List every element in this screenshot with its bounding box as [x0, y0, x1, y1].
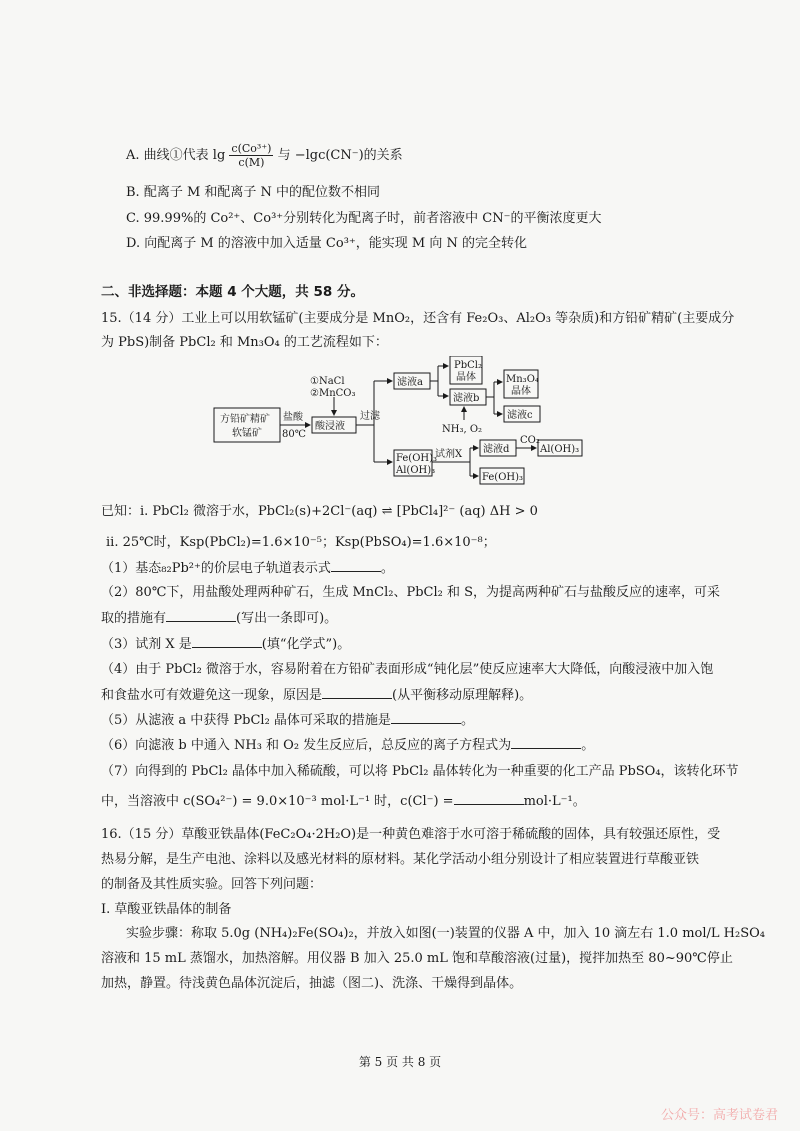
q16-steps-line1: 实验步骤：称取 5.0g (NH₄)₂Fe(SO₄)₂，并放入如图(一)装置的仪器 A 中，加入 10 滴左右 1.0 mol/L H₂SO₄: [126, 926, 765, 941]
label-pbcl2-1: PbCl₂: [454, 360, 482, 371]
section-heading: 二、非选择题：本题 4 个大题，共 58 分。: [101, 284, 364, 300]
q15-part4-line1: （4）由于 PbCl₂ 微溶于水，容易附着在方铅矿表面形成“钝化层”使反应速率大大降低，向酸浸液中加入饱: [101, 662, 714, 677]
answer-blank[interactable]: [322, 686, 392, 699]
q15-intro-line1: 15.（14 分）工业上可以用软锰矿(主要成分是 MnO₂，还含有 Fe₂O₃、Al₂O₃ 等杂质)和方铅矿精矿(主要成分: [101, 311, 735, 326]
label-filtrate-b: 滤液b: [453, 393, 480, 404]
answer-blank[interactable]: [511, 736, 581, 749]
label-add-mnco3: ②MnCO₃: [310, 388, 356, 399]
label-leach: 酸浸液: [315, 421, 345, 432]
option-a-fraction: [229, 142, 273, 169]
process-flowchart: [210, 356, 770, 488]
q16-intro-line2: 热易分解，是生产电池、涂料以及感光材料的原材料。某化学活动小组分别设计了相应装置进行草酸亚铁: [101, 852, 700, 867]
q15-part5: （5）从滤液 a 中获得 PbCl₂ 晶体可采取的措施是 。: [101, 713, 474, 728]
q15-part6: （6）向滤液 b 中通入 NH₃ 和 O₂ 发生反应后，总反应的离子方程式为 。: [101, 738, 595, 753]
page-footer: 第 5 页 共 8 页: [358, 1055, 442, 1069]
q16-intro-line3: 的制备及其性质实验。回答下列问题：: [101, 877, 323, 892]
label-mn3o4-1: Mn₃O₄: [506, 374, 539, 385]
q16-steps-line3: 加热，静置。待浅黄色晶体沉淀后，抽滤（图二)、洗涤、干燥得到晶体。: [101, 976, 523, 991]
label-aloh3: Al(OH)₃: [540, 444, 580, 455]
label-raw-ore-2: 软锰矿: [232, 428, 262, 439]
option-a-numerator: c(Co³⁺): [231, 142, 272, 155]
answer-blank[interactable]: [391, 711, 461, 724]
answer-blank[interactable]: [192, 635, 262, 648]
label-filtrate-a: 滤液a: [397, 377, 423, 388]
answer-blank[interactable]: [331, 559, 381, 572]
q15-intro-line2: 为 PbS)制备 PbCl₂ 和 Mn₃O₄ 的工艺流程如下：: [101, 335, 388, 350]
known-ii: ii. 25℃时，Ksp(PbCl₂)=1.6×10⁻⁵；Ksp(PbSO₄)=1.6×10⁻⁸；: [106, 535, 496, 550]
option-a-lg: lg: [212, 148, 226, 163]
q15-part1: （1）基态₈₂Pb²⁺的价层电子轨道表示式 。: [101, 561, 394, 576]
q16-intro-line1: 16.（15 分）草酸亚铁晶体(FeC₂O₄·2H₂O)是一种黄色难溶于水可溶于稀硫酸的固体，具有较强还原性，受: [101, 827, 721, 842]
q16-part1-heading: I. 草酸亚铁晶体的制备: [101, 902, 232, 917]
option-a-denominator: c(M): [238, 156, 265, 169]
label-filtrate-c: 滤液c: [507, 410, 533, 421]
label-precip-fe: Fe(OH)₃: [396, 453, 438, 464]
label-precip-al: Al(OH)₃: [396, 465, 436, 476]
option-c: C. 99.99%的 Co²⁺、Co³⁺分别转化为配离子时，前者溶液中 CN⁻的平衡浓度更大: [126, 211, 602, 226]
label-filter: 过滤: [360, 411, 380, 422]
watermark: 公众号：高考试卷君: [660, 1108, 778, 1123]
label-add-nacl: ①NaCl: [310, 376, 345, 387]
label-reagent-x: 试剂X: [435, 449, 463, 460]
label-co2: CO₂: [520, 435, 540, 446]
option-d: D. 向配离子 M 的溶液中加入适量 Co³⁺，能实现 M 向 N 的完全转化: [126, 236, 527, 251]
q15-part4-line2: 和食盐水可有效避免这一现象，原因是 (从平衡移动原理解释)。: [101, 688, 533, 703]
q15-part3: （3）试剂 X 是 (填“化学式”)。: [101, 637, 351, 652]
label-acid: 盐酸: [283, 412, 303, 423]
label-temp: 80℃: [282, 429, 306, 440]
label-filtrate-d: 滤液d: [483, 444, 510, 455]
label-raw-ore-1: 方铅矿精矿: [220, 414, 270, 425]
answer-blank[interactable]: [454, 792, 524, 805]
option-a: [126, 142, 403, 169]
q15-part2-line1: （2）80℃下，用盐酸处理两种矿石，生成 MnCl₂、PbCl₂ 和 S，为提高两种矿石与盐酸反应的速率，可采: [101, 585, 721, 600]
option-a-mid: 与 −lgc(CN⁻)的关系: [277, 148, 403, 163]
q16-steps-line2: 溶液和 15 mL 蒸馏水，加热溶解。用仪器 B 加入 25.0 mL 饱和草酸溶液(过量)，搅拌加热至 80~90℃停止: [101, 951, 733, 966]
q15-part7-line2: 中，当溶液中 c(SO₄²⁻) = 9.0×10⁻³ mol·L⁻¹ 时，c(Cl⁻) = mol·L⁻¹。: [101, 794, 586, 809]
label-mn3o4-2: 晶体: [511, 386, 531, 397]
label-pbcl2-2: 晶体: [456, 372, 476, 383]
option-b: B. 配离子 M 和配离子 N 中的配位数不相同: [126, 185, 381, 200]
known-i: 已知：i. PbCl₂ 微溶于水，PbCl₂(s)+2Cl⁻(aq) ⇌ [PbCl₄]²⁻ (aq) ΔH > 0: [101, 504, 538, 519]
answer-blank[interactable]: [166, 609, 236, 622]
label-feoh3: Fe(OH)₃: [482, 472, 524, 483]
option-a-prefix: A. 曲线①代表: [126, 148, 209, 163]
q15-part2-line2: 取的措施有 (写出一条即可)。: [101, 611, 338, 626]
q15-part7-line1: （7）向得到的 PbCl₂ 晶体中加入稀硫酸，可以将 PbCl₂ 晶体转化为一种重要的化工产品 PbSO₄，该转化环节: [101, 764, 739, 779]
label-nh3-o2: NH₃, O₂: [442, 424, 483, 435]
